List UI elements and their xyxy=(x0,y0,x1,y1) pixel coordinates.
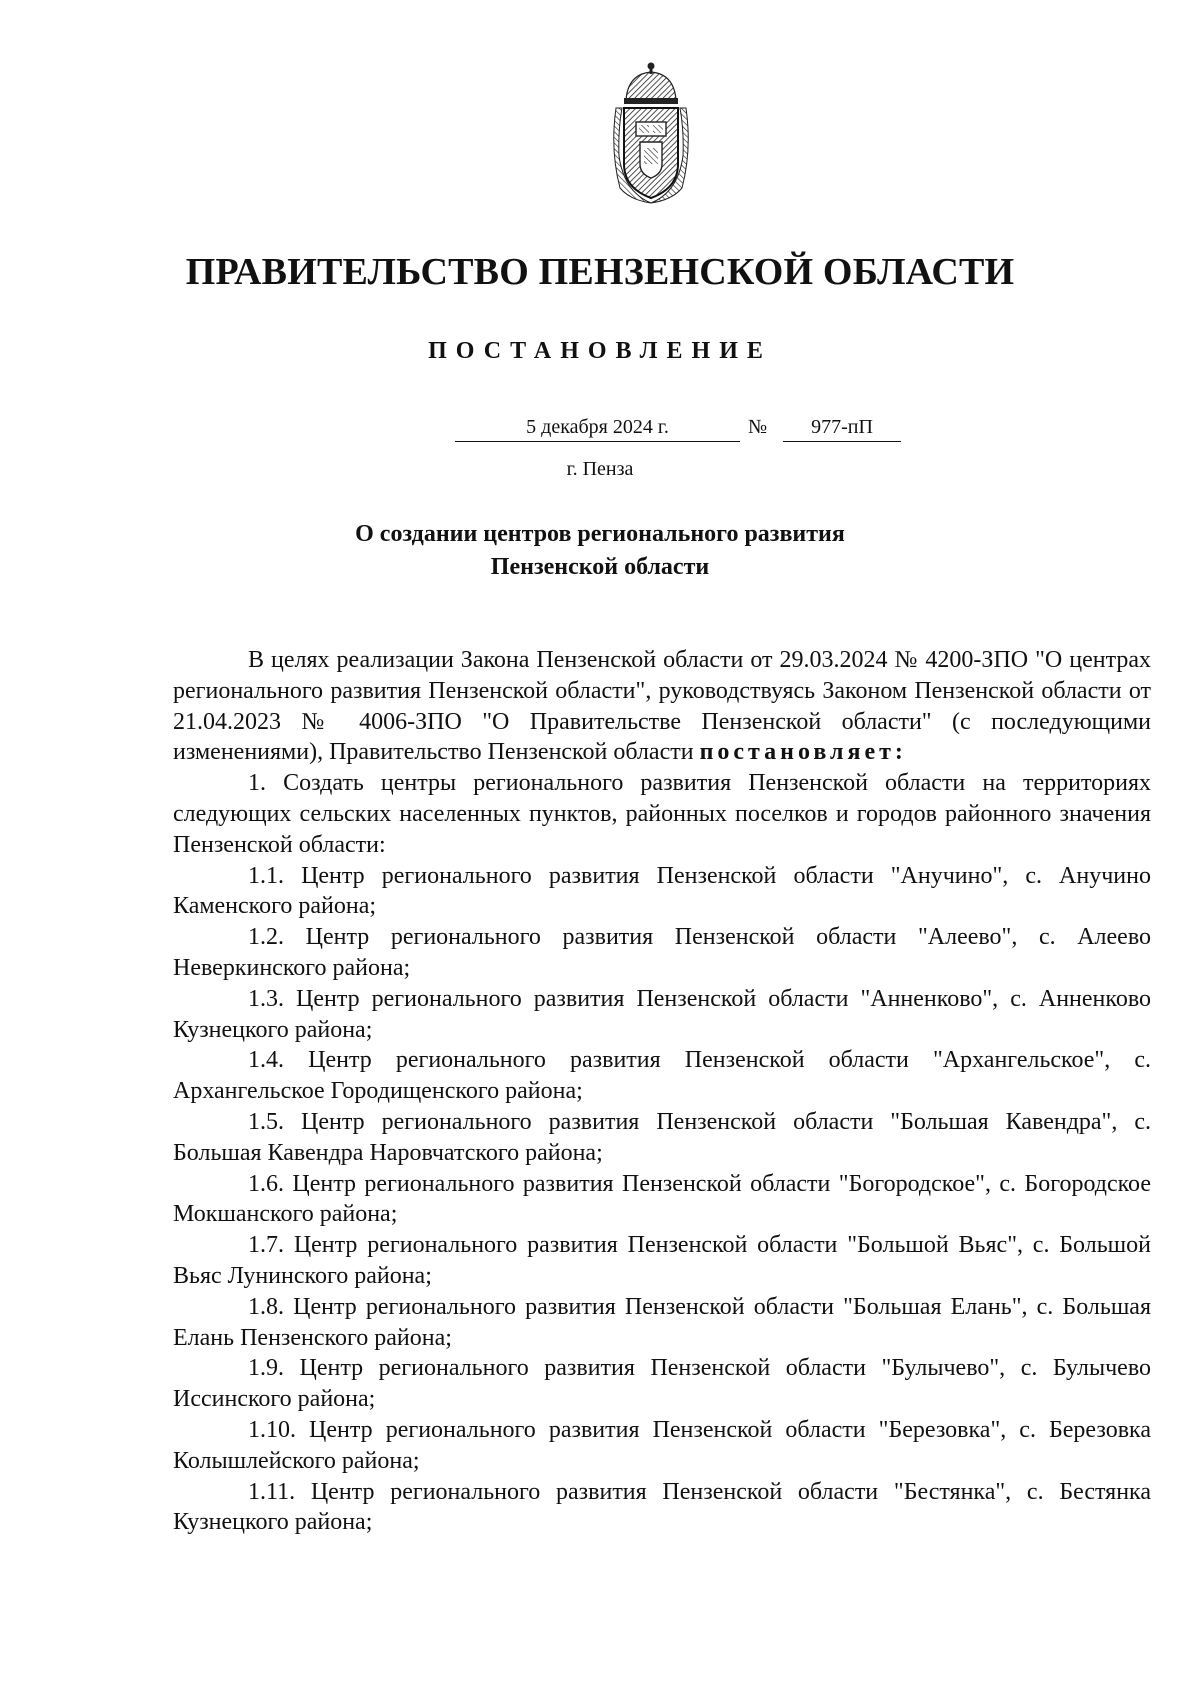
document-type-heading: ПОСТАНОВЛЕНИЕ xyxy=(428,338,772,364)
subitem-1-11: 1.11. Центр регионального развития Пензенской области "Бестянка", с. Бестянка Кузнецкого района; xyxy=(173,1478,1151,1536)
subitem-1-10: 1.10. Центр регионального развития Пензенской области "Березовка", с. Березовка Колышлейского района; xyxy=(173,1416,1151,1474)
subitem-1-6: 1.6. Центр регионального развития Пензенской области "Богородское", с. Богородское Мокшанского района; xyxy=(173,1170,1151,1228)
document-number: 977-пП xyxy=(783,416,901,442)
government-title: ПРАВИТЕЛЬСТВО ПЕНЗЕНСКОЙ ОБЛАСТИ xyxy=(185,251,1015,293)
coat-of-arms-emblem xyxy=(610,60,692,205)
subitem-1-4: 1.4. Центр регионального развития Пензенской области "Архангельское", с. Архангельское Городищенского района; xyxy=(173,1047,1151,1105)
subitem-1-7: 1.7. Центр регионального развития Пензенской области "Большой Вьяс", с. Большой Вьяс Лунинского района; xyxy=(173,1232,1151,1289)
number-sign: № xyxy=(748,416,768,438)
subitem-1-2: 1.2. Центр регионального развития Пензенской области "Алеево", с. Алеево Неверкинского района; xyxy=(173,924,1151,981)
subitem-1-1: 1.1. Центр регионального развития Пензенской области "Анучино", с. Анучино Каменского района; xyxy=(173,862,1151,920)
preamble-text: В целях реализации Закона Пензенской области от 29.03.2024 № 4200-ЗПО "О центрах регионального развития Пензенской области", руководствуясь Законом Пензенской области от 21.04.2023 № 4006-ЗПО "О Правительстве Пензенской области" (с последующими изменениями), Правительство Пензенской области xyxy=(173,647,1151,766)
date-number-line xyxy=(0,416,1200,446)
subitem-1-3: 1.3. Центр регионального развития Пензенской области "Анненково", с. Анненково Кузнецкого района; xyxy=(173,985,1151,1043)
subitem-1-9: 1.9. Центр регионального развития Пензенской области "Булычево", с. Булычево Иссинского района; xyxy=(173,1355,1151,1413)
subitem-1-8: 1.8. Центр регионального развития Пензенской области "Большая Елань", с. Большая Елань Пензенского района; xyxy=(173,1293,1151,1351)
subitem-1-5: 1.5. Центр регионального развития Пензенской области "Большая Кавендра", с. Большая Кавендра Наровчатского района; xyxy=(173,1108,1151,1166)
document-date: 5 декабря 2024 г. xyxy=(455,416,740,442)
issue-city: г. Пенза xyxy=(566,458,634,480)
item-1-paragraph: 1. Создать центры регионального развития Пензенской области на территориях следующих сельских населенных пунктов, районных поселков и городов районного значения Пензенской области: xyxy=(173,770,1151,858)
document-subject xyxy=(0,518,1200,584)
preamble-paragraph xyxy=(173,645,1151,768)
subject-line-2: Пензенской области xyxy=(490,554,710,580)
preamble-decree-word: постановляет: xyxy=(699,739,907,766)
subject-line-1: О создании центров регионального развития xyxy=(355,521,845,547)
document-body xyxy=(173,645,1151,1538)
